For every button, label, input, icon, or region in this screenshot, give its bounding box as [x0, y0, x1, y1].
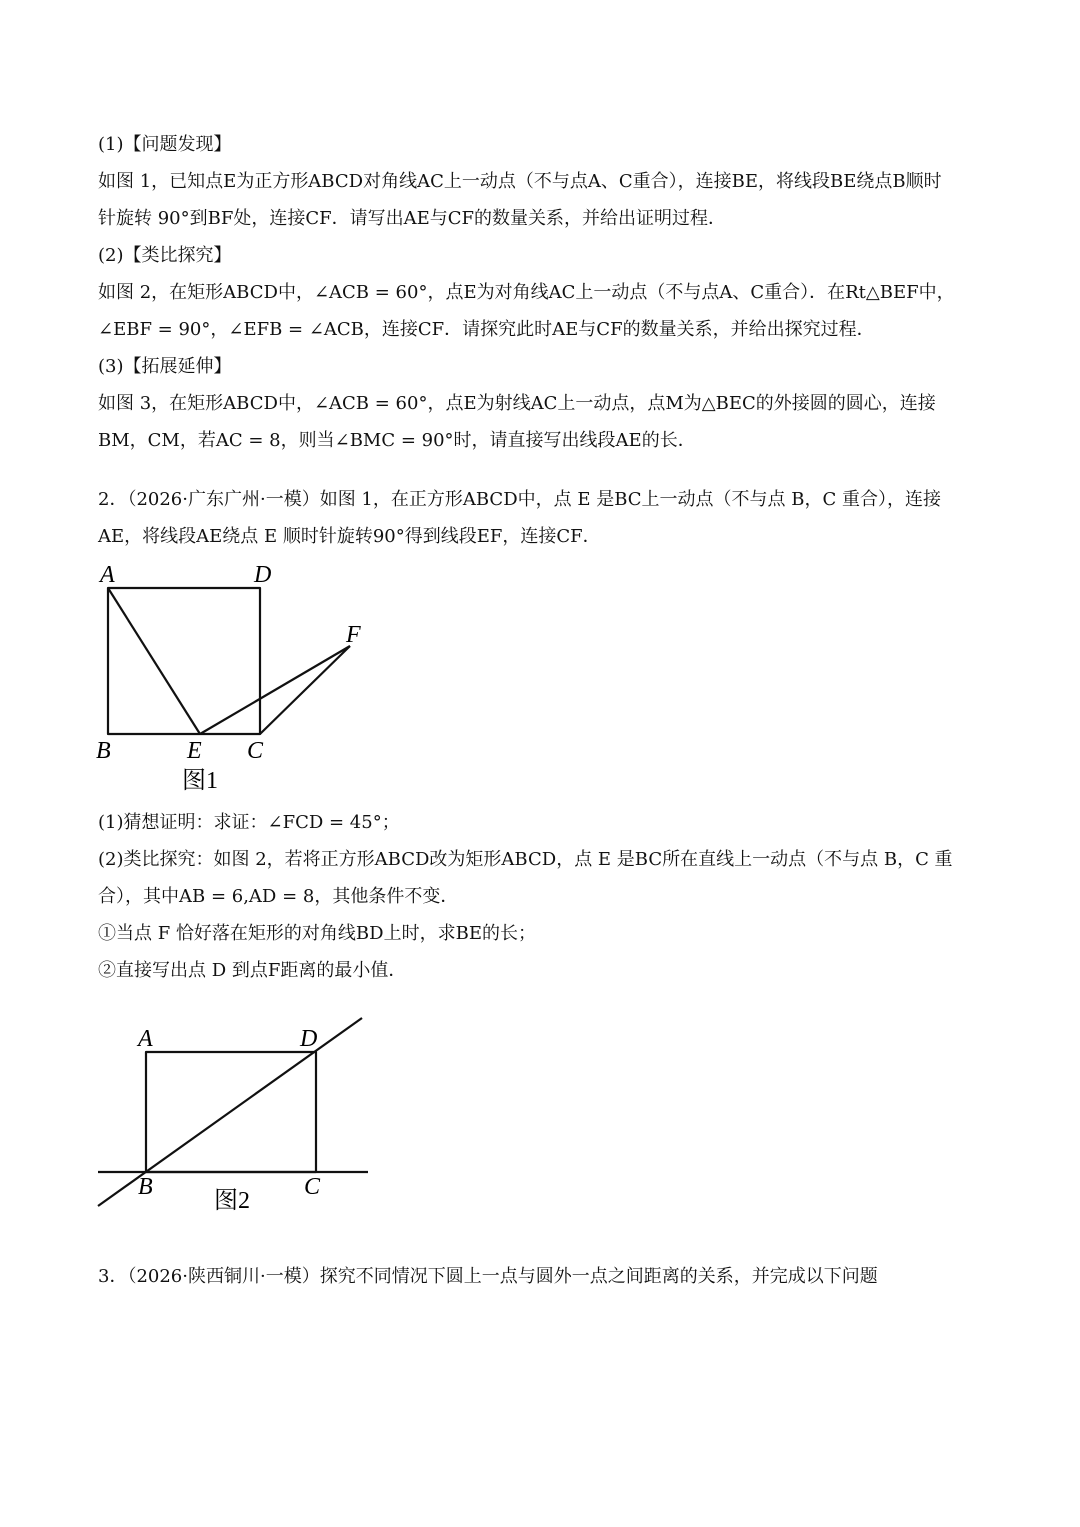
- fig2-label-a: A: [138, 1026, 153, 1052]
- fig2-caption: 图2: [214, 1188, 250, 1214]
- fig1-label-c: C: [247, 738, 264, 764]
- fig1-label-f: F: [346, 622, 361, 648]
- fig2-label-d: D: [300, 1026, 318, 1052]
- segment-ae: [108, 588, 200, 734]
- question-2-sub2: ②直接写出点 D 到点F距离的最小值．: [98, 960, 407, 981]
- part3-title: (3)【拓展延伸】: [98, 356, 232, 377]
- part2-text-line2: ∠EBF = 90°，∠EFB = ∠ACB，连接CF．请探究此时AE与CF的数量关系，并给出探究过程．: [98, 319, 875, 340]
- fig1-caption: 图1: [182, 768, 218, 794]
- question-2-line2: 合），其中AB = 6,AD = 8，其他条件不变．: [98, 886, 459, 907]
- part3-text-line2: BM，CM，若AC = 8，则当∠BMC = 90°时，请直接写出线段AE的长．: [98, 430, 696, 451]
- part1-title: (1)【问题发现】: [98, 134, 232, 155]
- fig1-label-e: E: [187, 738, 202, 764]
- fig1-label-a: A: [100, 562, 115, 588]
- fig2-label-b: B: [138, 1174, 153, 1200]
- part3-text-line1: 如图 3，在矩形ABCD中，∠ACB = 60°，点E为射线AC上一动点，点M为△BEC的外接圆的圆心，连接: [98, 393, 936, 414]
- problem3-intro: 3．（2026·陕西铜川·一模）探究不同情况下圆上一点与圆外一点之间距离的关系，并完成以下问题: [98, 1266, 878, 1287]
- fig1-label-d: D: [254, 562, 272, 588]
- part1-text-line1: 如图 1，已知点E为正方形ABCD对角线AC上一动点（不与点A、C重合），连接BE，将线段BE绕点B顺时: [98, 171, 942, 192]
- question-2-line1: (2)类比探究：如图 2，若将正方形ABCD改为矩形ABCD，点 E 是BC所在直线上一动点（不与点 B，C 重: [98, 849, 953, 870]
- fig2-label-c: C: [304, 1174, 321, 1200]
- fig1-label-b: B: [96, 738, 111, 764]
- part2-text-line1: 如图 2，在矩形ABCD中，∠ACB = 60°，点E为对角线AC上一动点（不与点A、C重合）．在Rt△BEF中，: [98, 282, 955, 303]
- part1-text-line2: 针旋转 90°到BF处，连接CF．请写出AE与CF的数量关系，并给出证明过程．: [98, 208, 727, 229]
- question-1: (1)猜想证明：求证：∠FCD = 45°；: [98, 812, 400, 833]
- question-2-sub1: ①当点 F 恰好落在矩形的对角线BD上时，求BE的长；: [98, 923, 536, 944]
- part2-title: (2)【类比探究】: [98, 245, 232, 266]
- problem2-intro-line2: AE，将线段AE绕点 E 顺时针旋转90°得到线段EF，连接CF．: [98, 526, 601, 547]
- problem2-intro-line1: 2．（2026·广东广州·一模）如图 1，在正方形ABCD中，点 E 是BC上一动点（不与点 B，C 重合），连接: [98, 489, 941, 510]
- figure-2-rectangle-diagram: [90, 1010, 390, 1220]
- figure-1-square-diagram: [90, 558, 390, 798]
